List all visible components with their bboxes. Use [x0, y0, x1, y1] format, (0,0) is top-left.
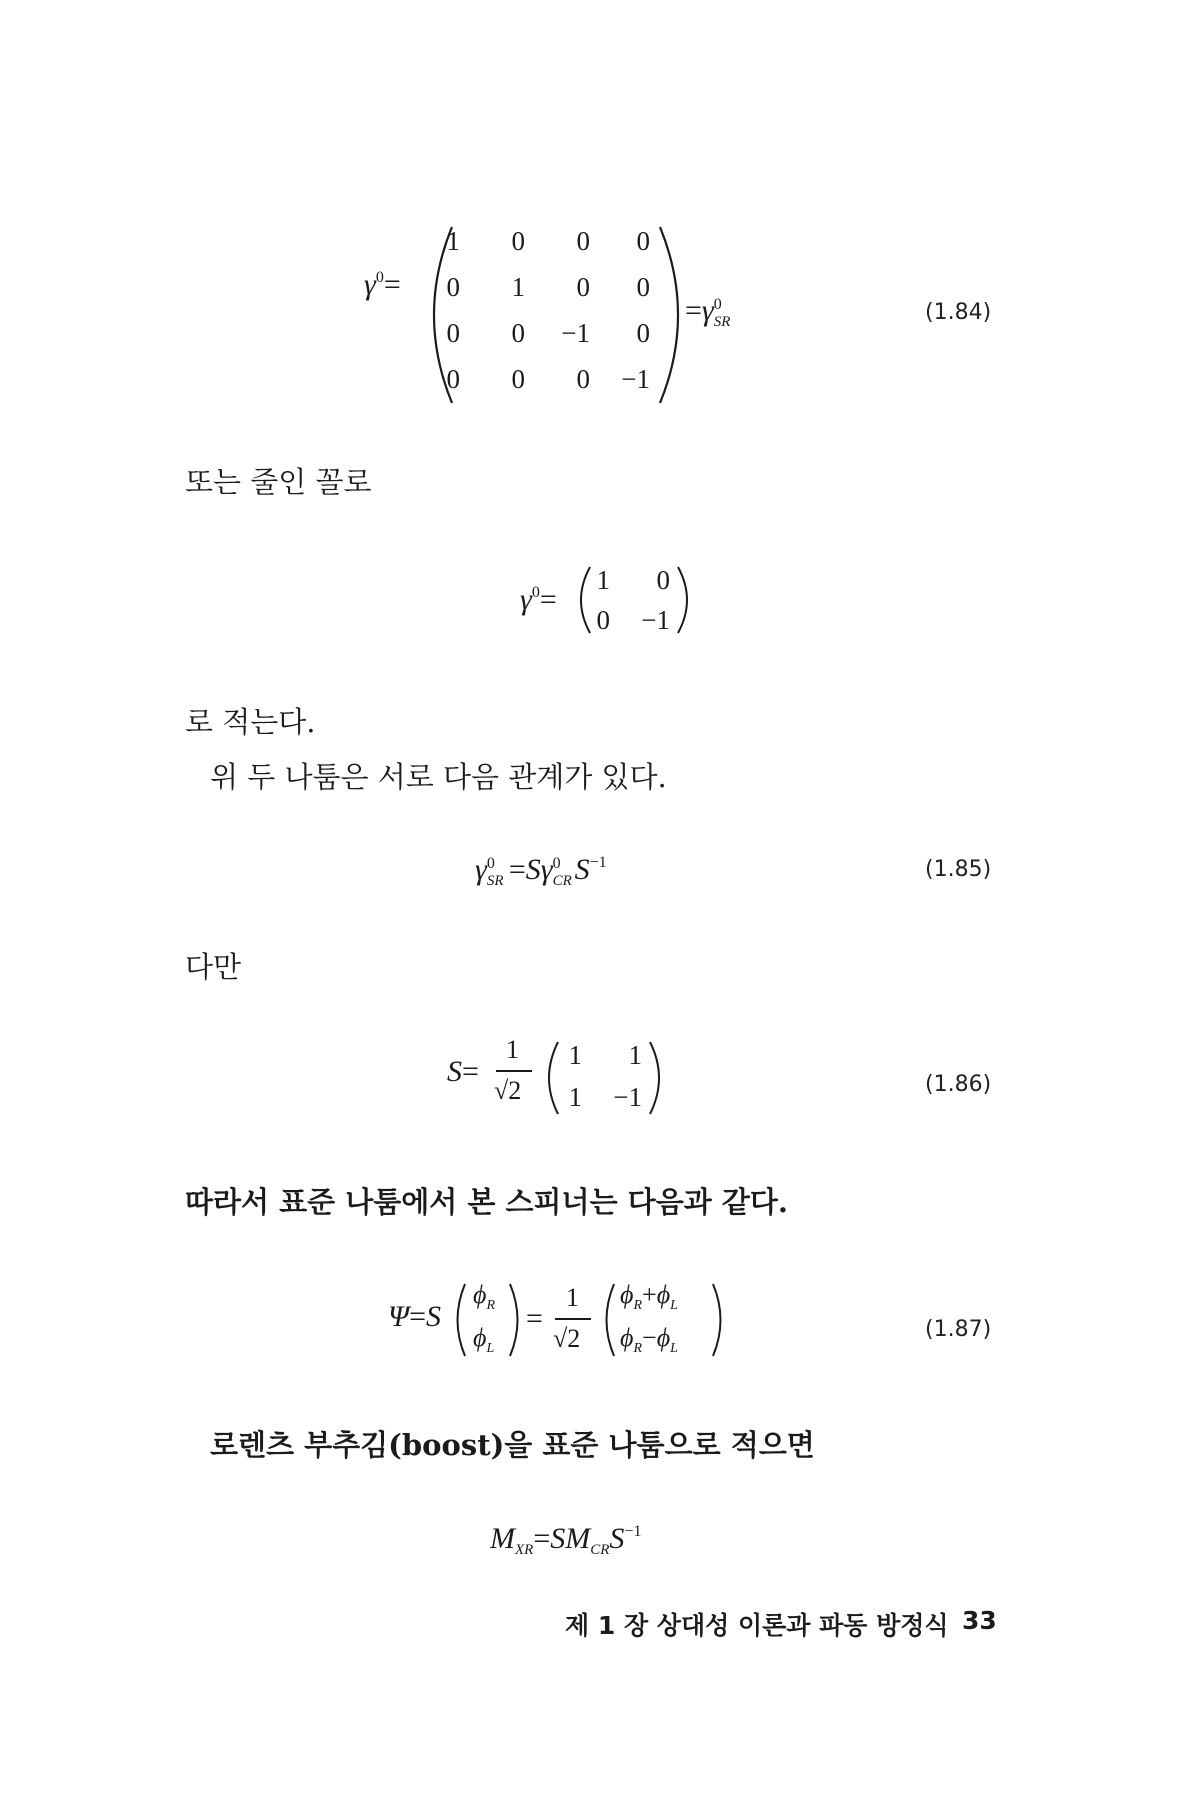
matrix-cell: 0 — [511, 318, 525, 348]
matrix-cell: 0 — [576, 272, 590, 302]
matrix-cell: 0 — [446, 272, 460, 302]
fraction-denominator: √2 — [553, 1324, 581, 1353]
right-paren-s — [644, 1040, 670, 1116]
matrix-cell: 0 — [636, 226, 650, 256]
fraction-denominator: √2 — [494, 1076, 522, 1105]
paragraph-relation: 위 두 나툼은 서로 다음 관계가 있다. — [210, 760, 667, 794]
paragraph-short-form: 또는 줄인 꼴로 — [185, 465, 372, 499]
equation-number: (1.86) — [925, 1072, 992, 1097]
phi-sum: $\phi_R+\phi_L$ — [620, 1280, 678, 1313]
phi-r: $\phi_R$ — [473, 1280, 496, 1313]
matrix-cell: 0 — [511, 226, 525, 256]
page-number: 33 — [962, 1606, 997, 1635]
matrix-cell: 1 — [446, 226, 460, 256]
left-paren-sum — [597, 1282, 619, 1358]
fraction-bar — [496, 1069, 532, 1073]
matrix-cell: 0 — [636, 318, 650, 348]
gamma-zero-sr-rhs: =γ 0 SR — [685, 294, 731, 330]
right-paren-sum — [708, 1282, 730, 1358]
matrix-cell: −1 — [613, 1082, 642, 1112]
matrix-cell: 1 — [568, 1082, 582, 1112]
matrix-cell: −1 — [621, 364, 650, 394]
s-lhs: S= — [447, 1055, 479, 1088]
fraction-bar — [555, 1317, 591, 1321]
matrix-cell: 0 — [576, 226, 590, 256]
right-paren-2x2 — [672, 565, 698, 635]
gamma-zero-lhs: $\gamma^0=$ — [520, 583, 557, 616]
fraction-numerator: 1 — [506, 1035, 519, 1064]
matrix-cell: 0 — [576, 364, 590, 394]
matrix-cell: 1 — [568, 1040, 582, 1070]
running-footer-chapter: 제 1 장 상대성 이론과 파동 방정식 — [565, 1611, 949, 1640]
paragraph-spinor: 따라서 표준 나툼에서 본 스피너는 다음과 같다. — [185, 1185, 788, 1219]
equation-number: (1.84) — [925, 300, 992, 325]
matrix-cell: 1 — [628, 1040, 642, 1070]
matrix-cell: 0 — [596, 605, 610, 635]
matrix-cell: 0 — [446, 318, 460, 348]
phi-difference: $\phi_R-\phi_L$ — [620, 1323, 678, 1356]
phi-l: $\phi_L$ — [473, 1323, 495, 1356]
psi-lhs: Ψ=S — [388, 1300, 442, 1333]
equation-number: (1.85) — [925, 857, 992, 882]
gamma-similarity-relation: γ 0 SR =Sγ 0 CR $S^{-1}$ — [475, 853, 607, 889]
matrix-cell: 1 — [511, 272, 525, 302]
paragraph-boost: 로렌츠 부추김(boost)을 표준 나툼으로 적으면 — [210, 1428, 815, 1462]
left-paren-phi — [448, 1282, 470, 1358]
matrix-cell: 0 — [446, 364, 460, 394]
equation-number: (1.87) — [925, 1317, 992, 1342]
matrix-cell: −1 — [561, 318, 590, 348]
right-paren-phi — [505, 1282, 527, 1358]
matrix-cell: 0 — [656, 565, 670, 595]
matrix-cell: −1 — [641, 605, 670, 635]
fraction-numerator: 1 — [566, 1283, 579, 1312]
matrix-cell: 0 — [636, 272, 650, 302]
matrix-cell: 0 — [511, 364, 525, 394]
boost-transformation: $M_{XR}=SM_{CR}S^{-1}$ — [490, 1522, 642, 1558]
gamma-zero-lhs: $\gamma^0=$ — [364, 268, 401, 301]
matrix-cell: 1 — [596, 565, 610, 595]
paragraph-written: 로 적는다. — [185, 705, 316, 739]
paragraph-however: 다만 — [185, 950, 242, 984]
equals-sign: = — [526, 1302, 543, 1335]
